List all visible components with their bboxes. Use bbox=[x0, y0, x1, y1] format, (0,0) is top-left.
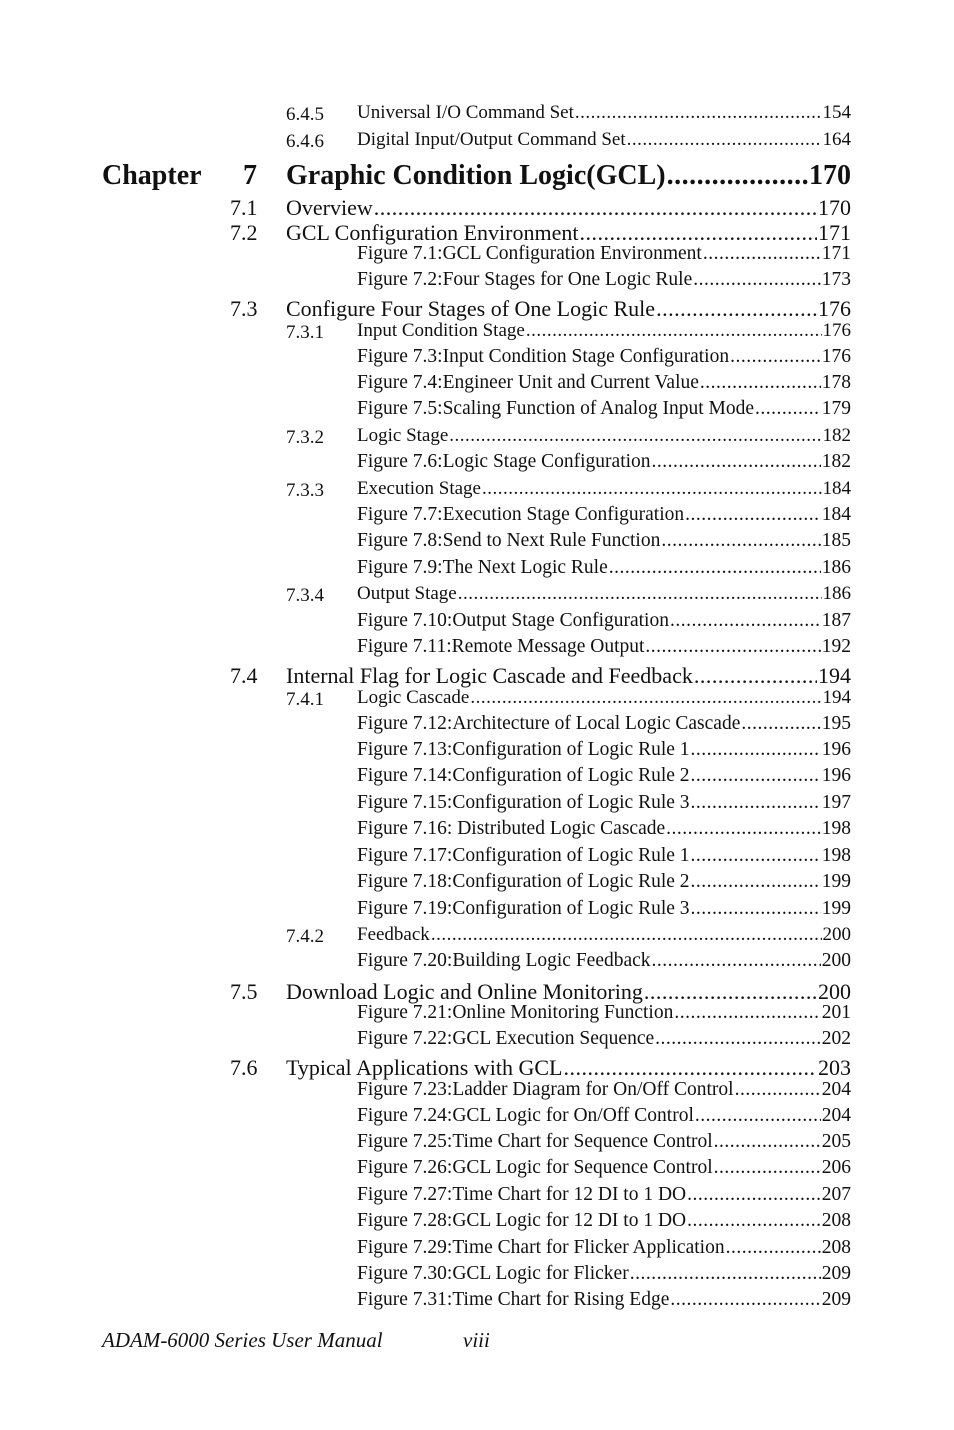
toc-chapter-entry[interactable] bbox=[286, 160, 851, 192]
toc-figure-entry[interactable] bbox=[357, 1105, 851, 1127]
entry-page-number: 194 bbox=[822, 687, 851, 708]
footer-manual-title: ADAM-6000 Series User Manual bbox=[102, 1328, 383, 1352]
dot-leader bbox=[693, 269, 821, 291]
dot-leader bbox=[630, 1263, 821, 1285]
entry-page-number: 204 bbox=[821, 1105, 851, 1126]
entry-title: Figure 7.14:Configuration of Logic Rule 2 bbox=[357, 765, 690, 786]
toc-section-entry[interactable] bbox=[286, 296, 851, 322]
toc-figure-entry[interactable] bbox=[357, 845, 851, 867]
toc-figure-entry[interactable] bbox=[357, 1263, 851, 1285]
chapter-number: 7 bbox=[243, 160, 257, 191]
dot-leader bbox=[703, 243, 821, 265]
dot-leader bbox=[655, 1028, 821, 1050]
toc-figure-entry[interactable] bbox=[357, 898, 851, 920]
entry-title: Universal I/O Command Set bbox=[357, 102, 574, 123]
entry-title: Output Stage bbox=[357, 583, 457, 604]
toc-subsection-entry[interactable] bbox=[357, 687, 851, 709]
dot-leader bbox=[691, 845, 821, 867]
dot-leader bbox=[661, 530, 820, 552]
toc-section-entry[interactable] bbox=[286, 1055, 851, 1081]
dot-leader bbox=[670, 1289, 820, 1311]
dot-leader bbox=[645, 636, 820, 658]
entry-title: Figure 7.15:Configuration of Logic Rule 3 bbox=[357, 792, 690, 813]
dot-leader bbox=[666, 818, 821, 840]
dot-leader bbox=[694, 663, 817, 689]
entry-page-number: 186 bbox=[821, 557, 851, 578]
entry-page-number: 209 bbox=[821, 1263, 851, 1284]
entry-title: Figure 7.12:Architecture of Local Logic Cascade bbox=[357, 713, 741, 734]
entry-title: Figure 7.11:Remote Message Output bbox=[357, 636, 645, 657]
toc-figure-entry[interactable] bbox=[357, 243, 851, 265]
entry-title: Figure 7.6:Logic Stage Configuration bbox=[357, 451, 651, 472]
toc-figure-entry[interactable] bbox=[357, 739, 851, 761]
dot-leader bbox=[449, 425, 821, 447]
entry-page-number: 154 bbox=[822, 102, 851, 123]
entry-page-number: 170 bbox=[818, 195, 851, 220]
dot-leader bbox=[687, 1210, 821, 1232]
entry-title: Typical Applications with GCL bbox=[286, 1055, 563, 1080]
entry-title: Digital Input/Output Command Set bbox=[357, 129, 626, 150]
entry-title: Figure 7.19:Configuration of Logic Rule 3 bbox=[357, 898, 690, 919]
entry-number: 7.4 bbox=[230, 663, 258, 688]
toc-section-entry[interactable] bbox=[286, 195, 851, 221]
entry-page-number: 179 bbox=[821, 398, 851, 419]
dot-leader bbox=[700, 372, 821, 394]
entry-page-number: 176 bbox=[821, 346, 851, 367]
entry-title: Figure 7.4:Engineer Unit and Current Value bbox=[357, 372, 699, 393]
dot-leader bbox=[609, 557, 821, 579]
entry-page-number: 171 bbox=[818, 220, 851, 245]
entry-title: Figure 7.8:Send to Next Rule Function bbox=[357, 530, 661, 551]
dot-leader bbox=[691, 765, 821, 787]
entry-title: Figure 7.1:GCL Configuration Environment bbox=[357, 243, 702, 264]
toc-figure-entry[interactable] bbox=[357, 346, 851, 368]
toc-figure-entry[interactable] bbox=[357, 1079, 851, 1101]
toc-figure-entry[interactable] bbox=[357, 1237, 851, 1259]
toc-subsection-entry[interactable] bbox=[357, 924, 851, 946]
dot-leader bbox=[667, 160, 808, 192]
entry-title: Graphic Condition Logic(GCL) bbox=[286, 160, 666, 191]
toc-figure-entry[interactable] bbox=[357, 610, 851, 632]
dot-leader bbox=[652, 451, 821, 473]
entry-page-number: 199 bbox=[821, 898, 851, 919]
toc-figure-entry[interactable] bbox=[357, 871, 851, 893]
entry-page-number: 187 bbox=[821, 610, 851, 631]
entry-title: Logic Stage bbox=[357, 425, 449, 446]
entry-title: Overview bbox=[286, 195, 373, 220]
entry-page-number: 196 bbox=[821, 739, 851, 760]
dot-leader bbox=[735, 1079, 821, 1101]
entry-number: 7.5 bbox=[230, 979, 258, 1004]
entry-title: Figure 7.16: Distributed Logic Cascade bbox=[357, 818, 666, 839]
entry-title: Figure 7.10:Output Stage Configuration bbox=[357, 610, 669, 631]
entry-page-number: 182 bbox=[822, 425, 851, 446]
entry-page-number: 199 bbox=[821, 871, 851, 892]
dot-leader bbox=[482, 478, 822, 500]
dot-leader bbox=[691, 739, 821, 761]
entry-title: Figure 7.2:Four Stages for One Logic Rule bbox=[357, 269, 693, 290]
entry-title: GCL Configuration Environment bbox=[286, 220, 579, 245]
entry-title: Figure 7.17:Configuration of Logic Rule 1 bbox=[357, 845, 690, 866]
entry-number: 6.4.6 bbox=[286, 131, 324, 152]
dot-leader bbox=[685, 504, 821, 526]
entry-title: Figure 7.18:Configuration of Logic Rule 2 bbox=[357, 871, 690, 892]
entry-page-number: 200 bbox=[821, 950, 851, 971]
entry-number: 7.4.2 bbox=[286, 926, 324, 947]
entry-page-number: 171 bbox=[821, 243, 851, 264]
dot-leader bbox=[563, 1055, 817, 1081]
toc-figure-entry[interactable] bbox=[357, 398, 851, 420]
toc-figure-entry[interactable] bbox=[357, 818, 851, 840]
dot-leader bbox=[714, 1131, 821, 1153]
toc-figure-entry[interactable] bbox=[357, 713, 851, 735]
entry-title: Configure Four Stages of One Logic Rule bbox=[286, 296, 656, 321]
dot-leader bbox=[652, 950, 821, 972]
dot-leader bbox=[691, 792, 821, 814]
entry-number: 7.6 bbox=[230, 1055, 258, 1080]
entry-page-number: 197 bbox=[821, 792, 851, 813]
toc-figure-entry[interactable] bbox=[357, 1002, 851, 1024]
dot-leader bbox=[691, 871, 821, 893]
entry-page-number: 184 bbox=[821, 504, 851, 525]
entry-page-number: 207 bbox=[821, 1184, 851, 1205]
entry-title: Figure 7.9:The Next Logic Rule bbox=[357, 557, 608, 578]
toc-subsection-entry[interactable] bbox=[357, 583, 851, 605]
toc-subsection-entry[interactable] bbox=[357, 129, 851, 151]
entry-page-number: 184 bbox=[822, 478, 851, 499]
entry-title: Figure 7.7:Execution Stage Configuration bbox=[357, 504, 685, 525]
dot-leader bbox=[374, 195, 817, 221]
entry-number: 7.3.3 bbox=[286, 480, 324, 501]
toc-figure-entry[interactable] bbox=[357, 530, 851, 552]
dot-leader bbox=[691, 898, 821, 920]
toc-subsection-entry[interactable] bbox=[357, 425, 851, 447]
dot-leader bbox=[730, 346, 821, 368]
toc-figure-entry[interactable] bbox=[357, 451, 851, 473]
entry-title: Figure 7.21:Online Monitoring Function bbox=[357, 1002, 674, 1023]
entry-page-number: 178 bbox=[821, 372, 851, 393]
entry-page-number: 186 bbox=[822, 583, 851, 604]
toc-figure-entry[interactable] bbox=[357, 504, 851, 526]
entry-page-number: 176 bbox=[822, 320, 851, 341]
entry-page-number: 208 bbox=[821, 1210, 851, 1231]
toc-figure-entry[interactable] bbox=[357, 1028, 851, 1050]
entry-title: Figure 7.3:Input Condition Stage Configuration bbox=[357, 346, 730, 367]
dot-leader bbox=[656, 296, 817, 322]
toc-subsection-entry[interactable] bbox=[357, 478, 851, 500]
entry-title: Figure 7.24:GCL Logic for On/Off Control bbox=[357, 1105, 694, 1126]
entry-title: Feedback bbox=[357, 924, 430, 945]
entry-title: Figure 7.22:GCL Execution Sequence bbox=[357, 1028, 655, 1049]
entry-number: 6.4.5 bbox=[286, 104, 324, 125]
entry-title: Logic Cascade bbox=[357, 687, 470, 708]
entry-page-number: 192 bbox=[821, 636, 851, 657]
entry-page-number: 196 bbox=[821, 765, 851, 786]
entry-page-number: 204 bbox=[821, 1079, 851, 1100]
entry-title: Figure 7.5:Scaling Function of Analog Input Mode bbox=[357, 398, 755, 419]
dot-leader bbox=[755, 398, 821, 420]
entry-title: Figure 7.13:Configuration of Logic Rule 1 bbox=[357, 739, 690, 760]
entry-page-number: 173 bbox=[821, 269, 851, 290]
entry-title: Execution Stage bbox=[357, 478, 481, 499]
entry-title: Input Condition Stage bbox=[357, 320, 525, 341]
entry-page-number: 182 bbox=[821, 451, 851, 472]
toc-figure-entry[interactable] bbox=[357, 792, 851, 814]
entry-page-number: 198 bbox=[821, 818, 851, 839]
footer-page-number: viii bbox=[463, 1328, 490, 1352]
entry-page-number: 200 bbox=[822, 924, 851, 945]
entry-page-number: 195 bbox=[821, 713, 851, 734]
dot-leader bbox=[526, 320, 822, 342]
entry-title: Figure 7.20:Building Logic Feedback bbox=[357, 950, 651, 971]
entry-title: Figure 7.23:Ladder Diagram for On/Off Control bbox=[357, 1079, 734, 1100]
entry-page-number: 201 bbox=[821, 1002, 851, 1023]
toc-figure-entry[interactable] bbox=[357, 372, 851, 394]
dot-leader bbox=[458, 583, 822, 605]
dot-leader bbox=[695, 1105, 821, 1127]
entry-page-number: 208 bbox=[821, 1237, 851, 1258]
dot-leader bbox=[687, 1184, 821, 1206]
dot-leader bbox=[627, 129, 822, 151]
entry-title: Figure 7.25:Time Chart for Sequence Control bbox=[357, 1131, 713, 1152]
toc-figure-entry[interactable] bbox=[357, 636, 851, 658]
entry-title: Figure 7.27:Time Chart for 12 DI to 1 DO bbox=[357, 1184, 687, 1205]
entry-title: Figure 7.28:GCL Logic for 12 DI to 1 DO bbox=[357, 1210, 687, 1231]
dot-leader bbox=[726, 1237, 821, 1259]
entry-number: 7.3.4 bbox=[286, 585, 324, 606]
dot-leader bbox=[670, 610, 821, 632]
entry-page-number: 200 bbox=[818, 979, 851, 1004]
entry-page-number: 170 bbox=[809, 160, 851, 191]
entry-page-number: 206 bbox=[821, 1157, 851, 1178]
entry-page-number: 209 bbox=[821, 1289, 851, 1310]
dot-leader bbox=[575, 102, 822, 124]
toc-figure-entry[interactable] bbox=[357, 1210, 851, 1232]
entry-title: Figure 7.26:GCL Logic for Sequence Control bbox=[357, 1157, 713, 1178]
entry-number: 7.3.1 bbox=[286, 322, 324, 343]
entry-title: Internal Flag for Logic Cascade and Feedback bbox=[286, 663, 693, 688]
entry-page-number: 176 bbox=[818, 296, 851, 321]
toc-figure-entry[interactable] bbox=[357, 765, 851, 787]
entry-page-number: 198 bbox=[821, 845, 851, 866]
entry-page-number: 205 bbox=[821, 1131, 851, 1152]
toc-figure-entry[interactable] bbox=[357, 950, 851, 972]
toc-figure-entry[interactable] bbox=[357, 269, 851, 291]
entry-page-number: 202 bbox=[821, 1028, 851, 1049]
dot-leader bbox=[741, 713, 820, 735]
dot-leader bbox=[470, 687, 821, 709]
entry-number: 7.3.2 bbox=[286, 427, 324, 448]
entry-number: 7.2 bbox=[230, 220, 258, 245]
entry-number: 7.4.1 bbox=[286, 689, 324, 710]
dot-leader bbox=[714, 1157, 821, 1179]
toc-section-entry[interactable] bbox=[286, 663, 851, 689]
toc-figure-entry[interactable] bbox=[357, 1157, 851, 1179]
entry-page-number: 194 bbox=[818, 663, 851, 688]
toc-figure-entry[interactable] bbox=[357, 1289, 851, 1311]
entry-page-number: 164 bbox=[822, 129, 851, 150]
dot-leader bbox=[674, 1002, 820, 1024]
entry-title: Figure 7.31:Time Chart for Rising Edge bbox=[357, 1289, 670, 1310]
toc-figure-entry[interactable] bbox=[357, 557, 851, 579]
toc-subsection-entry[interactable] bbox=[357, 102, 851, 124]
chapter-label: Chapter bbox=[102, 160, 202, 191]
dot-leader bbox=[431, 924, 822, 946]
entry-title: Figure 7.30:GCL Logic for Flicker bbox=[357, 1263, 629, 1284]
entry-title: Download Logic and Online Monitoring bbox=[286, 979, 643, 1004]
entry-number: 7.1 bbox=[230, 195, 258, 220]
toc-subsection-entry[interactable] bbox=[357, 320, 851, 342]
entry-title: Figure 7.29:Time Chart for Flicker Application bbox=[357, 1237, 725, 1258]
entry-number: 7.3 bbox=[230, 296, 258, 321]
entry-page-number: 203 bbox=[818, 1055, 851, 1080]
entry-page-number: 185 bbox=[821, 530, 851, 551]
toc-figure-entry[interactable] bbox=[357, 1184, 851, 1206]
toc-figure-entry[interactable] bbox=[357, 1131, 851, 1153]
